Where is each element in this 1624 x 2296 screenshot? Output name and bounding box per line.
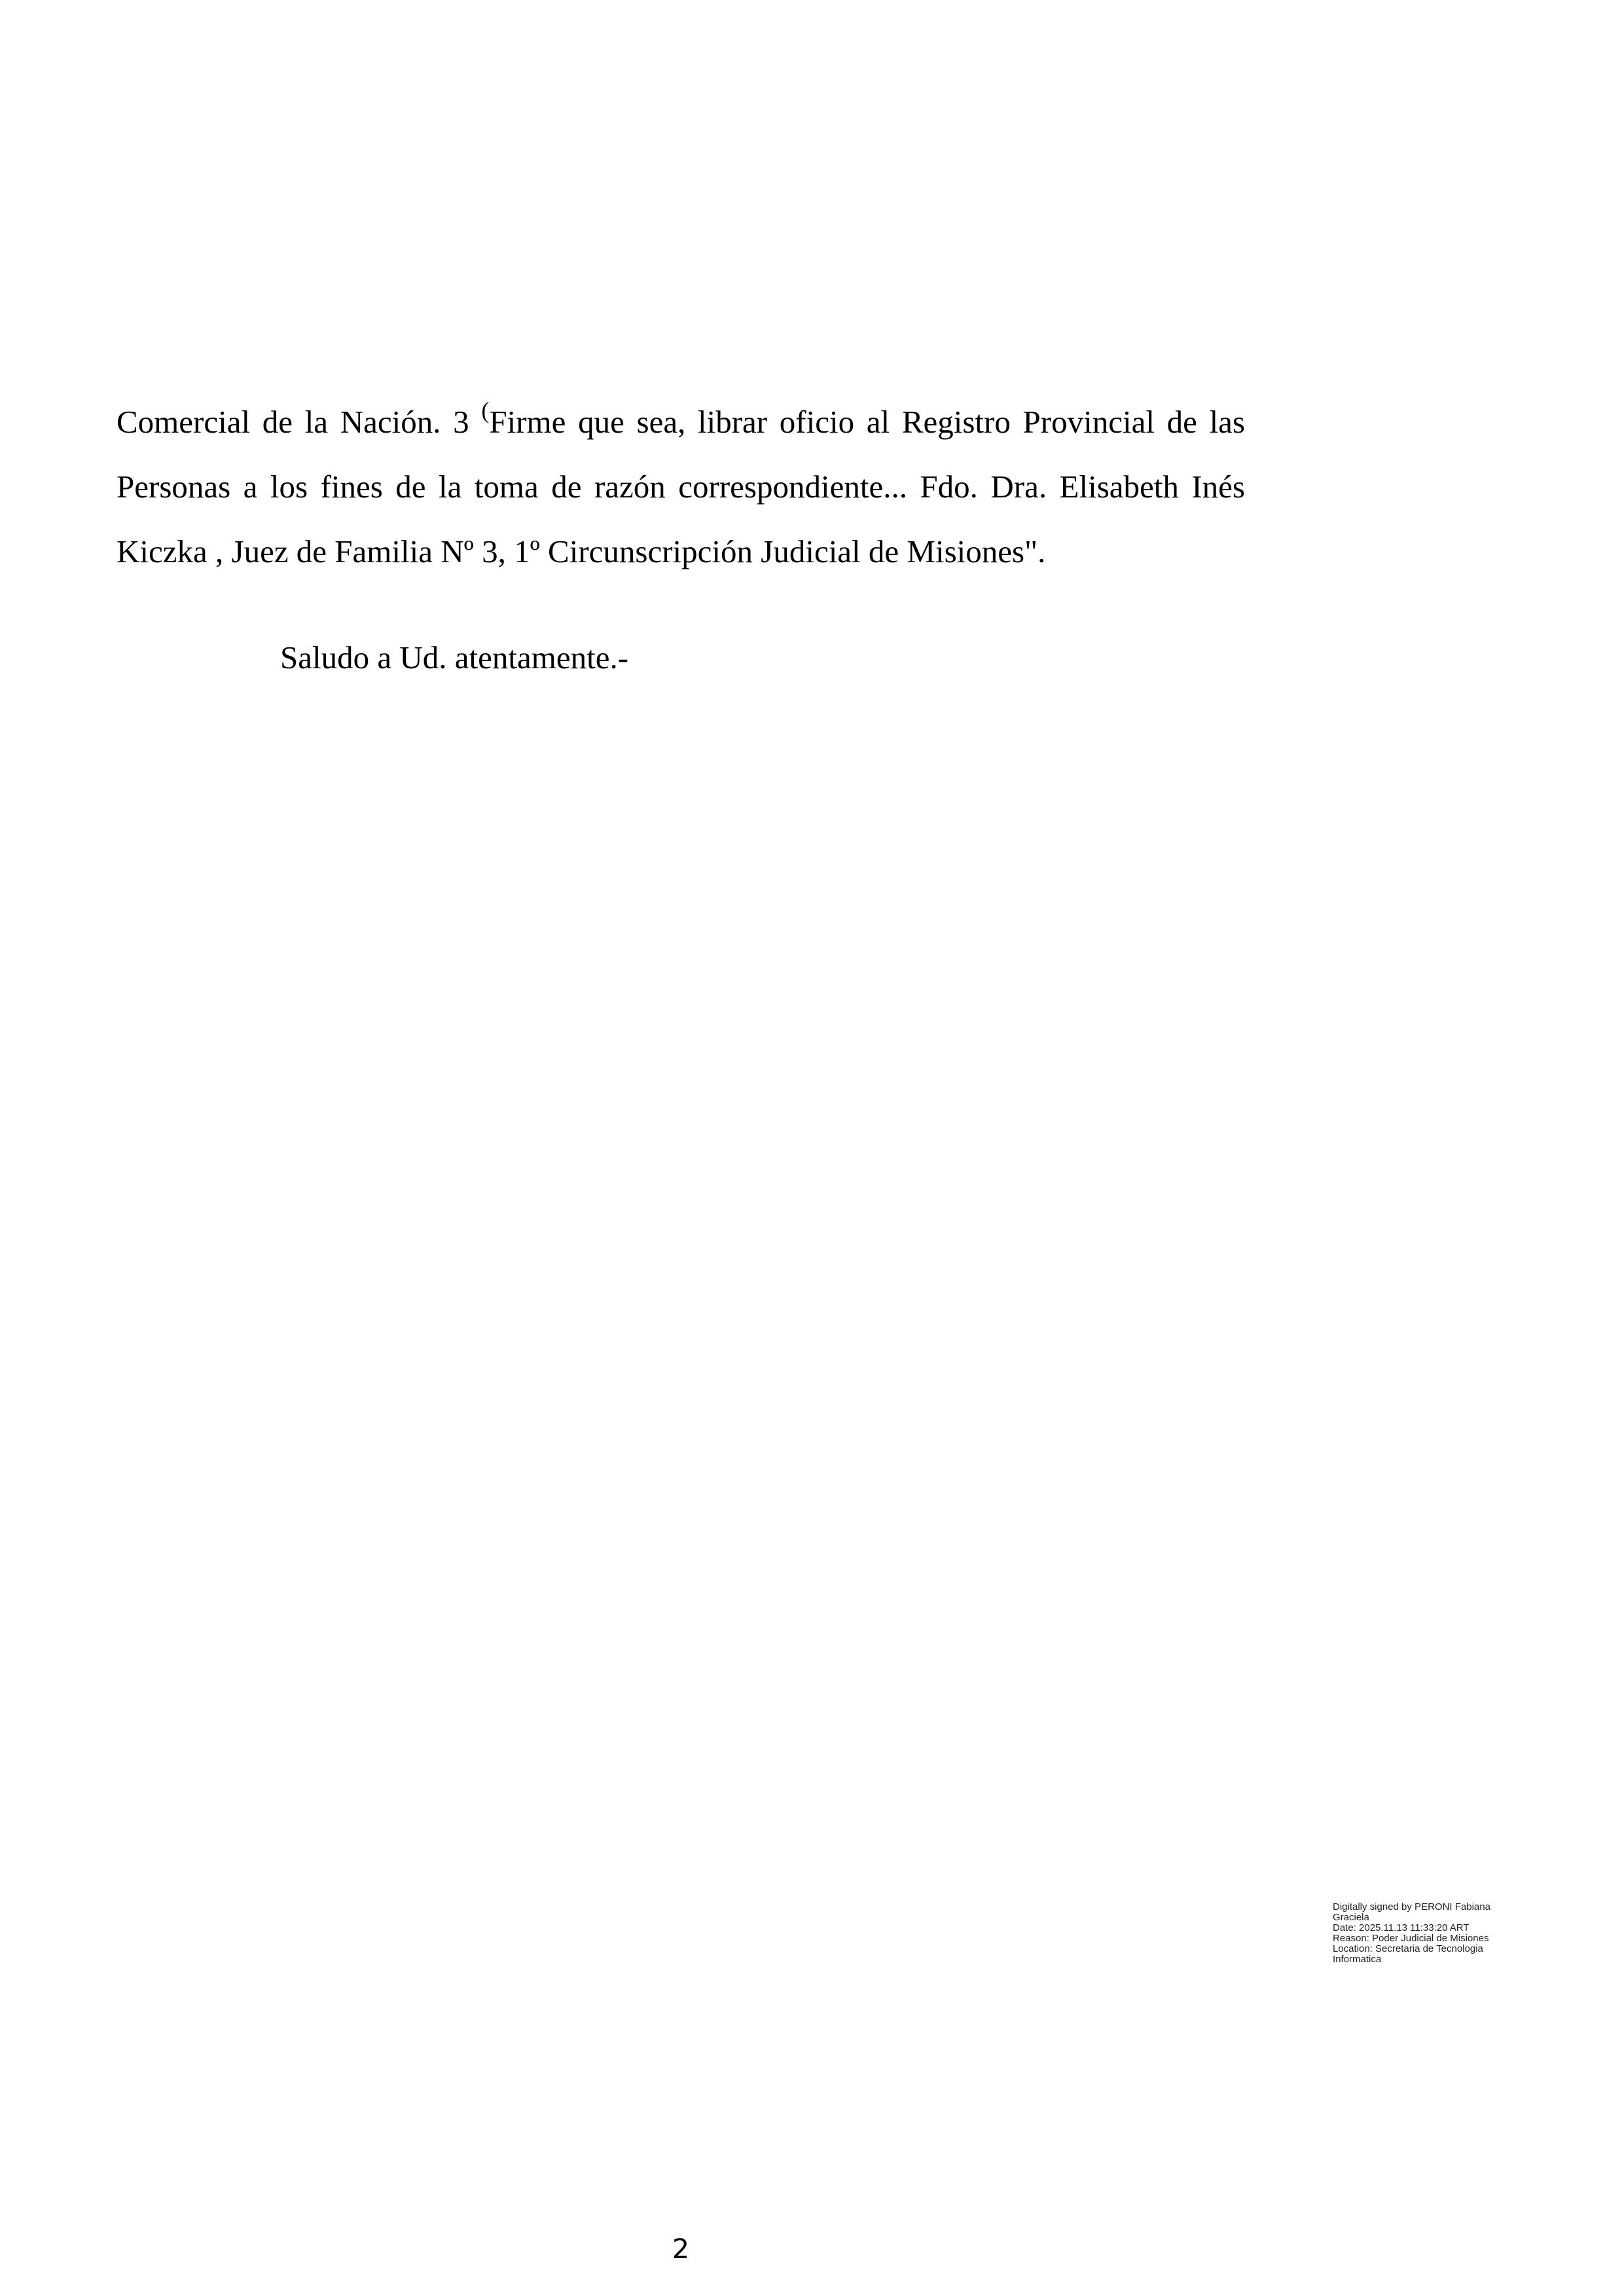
page-number: 2 xyxy=(672,2233,690,2265)
signature-line-3: Date: 2025.11.13 11:33:20 ART xyxy=(1333,1922,1470,1933)
signature-line-4: Reason: Poder Judicial de Misiones xyxy=(1333,1933,1489,1944)
paragraph-line-3: Kiczka , Juez de Familia Nº 3, 1º Circunscripción Judicial de Misiones". xyxy=(117,533,1046,569)
signature-line-6: Informatica xyxy=(1333,1954,1382,1965)
paragraph-line-1-end: Firme que sea, librar oficio al Registro Provincial de las xyxy=(489,404,1245,440)
paragraph-line-1-start: Comercial de la Nación. 3 xyxy=(117,404,482,440)
closing-salutation: Saludo a Ud. atentamente.- xyxy=(280,639,629,675)
signature-line-5: Location: Secretaria de Tecnologia xyxy=(1333,1943,1483,1954)
digital-signature-block xyxy=(1333,1902,1529,1965)
signature-line-2: Graciela xyxy=(1333,1912,1369,1923)
paragraph-line-2: Personas a los fines de la toma de razón correspondiente... Fdo. Dra. Elisabeth Inés xyxy=(117,469,1245,505)
signature-line-1: Digitally signed by PERONI Fabiana xyxy=(1333,1901,1490,1912)
paragraph-line-1 xyxy=(117,389,1245,454)
superscript-mark: ( xyxy=(481,397,490,423)
body-paragraph xyxy=(117,389,1245,584)
